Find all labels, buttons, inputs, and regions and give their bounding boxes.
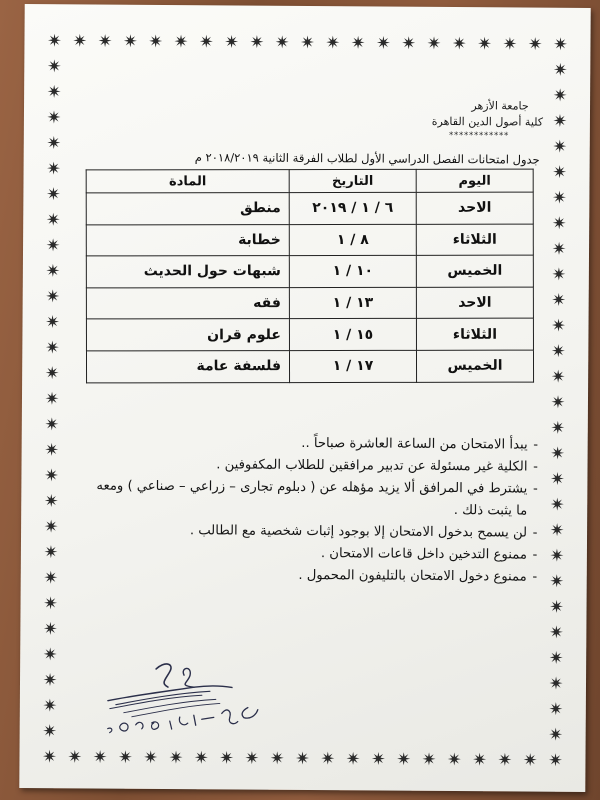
row-day: الثلاثاء (416, 319, 533, 351)
header-date: التاريخ (289, 169, 416, 192)
list-item (95, 520, 543, 545)
note-text: ممنوع دخول الامتحان بالتليفون المحمول . (298, 567, 527, 585)
list-item (95, 564, 543, 589)
table-row (86, 224, 533, 256)
row-subject: فقه (86, 287, 289, 319)
table-row (86, 350, 533, 382)
list-item (95, 454, 543, 479)
row-day: الخميس (416, 350, 533, 382)
list-item (95, 476, 543, 523)
schedule-title: جدول امتحانات الفصل الدراسي الأول لطلاب الفرقة الثانية ٢٠١٨/٢٠١٩ م (194, 150, 540, 167)
note-text: لن يسمح بدخول الامتحان إلا بوجود إثبات شخصية مع الطالب . (189, 523, 528, 541)
row-date: ١٠ / ١ (289, 256, 416, 288)
row-day: الاحد (416, 192, 533, 224)
note-bullet: - (532, 569, 538, 585)
row-day: الخميس (416, 255, 533, 287)
note-bullet: - (532, 481, 538, 497)
table-row (86, 287, 533, 319)
list-item (96, 432, 544, 457)
note-text: يشترط في المرافق ألا يزيد مؤهله عن ( دبلوم تجارى – زراعي – صناعي ) ومعه ما يثبت ذلك . (96, 478, 528, 519)
note-text: يبدأ الامتحان من الساعة العاشرة صباحاً .. (301, 435, 528, 453)
note-text: الكلية غير مسئولة عن تدبير مرافقين للطلاب المكفوفين . (216, 457, 528, 475)
document-content (19, 4, 590, 792)
table-row (86, 192, 533, 224)
row-date: ١٧ / ١ (289, 350, 416, 382)
row-day: الثلاثاء (416, 224, 533, 256)
row-subject: شبهات حول الحديث (86, 256, 289, 288)
schedule-header-row (86, 169, 533, 193)
row-day: الاحد (416, 287, 533, 319)
header-subject: المادة (86, 170, 289, 193)
row-subject: خطابة (86, 224, 289, 256)
row-date: ٨ / ١ (289, 224, 416, 256)
row-date: ١٣ / ١ (289, 287, 416, 319)
note-bullet: - (532, 547, 538, 563)
table-row (86, 255, 533, 287)
header-day: اليوم (416, 169, 533, 192)
exam-rules-list (95, 432, 544, 589)
row-subject: علوم قران (86, 319, 289, 351)
faculty-name: كلية أصول الدين القاهرة (431, 114, 544, 129)
row-subject: فلسفة عامة (86, 351, 289, 383)
exam-schedule-paper (19, 4, 590, 792)
handwritten-signature (98, 657, 269, 738)
note-bullet: - (533, 437, 539, 453)
list-item (95, 542, 543, 567)
table-row (86, 319, 533, 351)
note-bullet: - (533, 459, 538, 475)
row-date: ٦ / ١ / ٢٠١٩ (289, 192, 416, 224)
header-stars: ************ (448, 130, 509, 142)
note-text: ممنوع التدخين داخل قاعات الامتحان . (320, 546, 527, 563)
schedule-table (86, 169, 534, 383)
row-date: ١٥ / ١ (289, 319, 416, 351)
note-bullet: - (532, 525, 538, 541)
university-name: جامعة الأزهر (471, 99, 529, 113)
row-subject: منطق (86, 193, 289, 225)
